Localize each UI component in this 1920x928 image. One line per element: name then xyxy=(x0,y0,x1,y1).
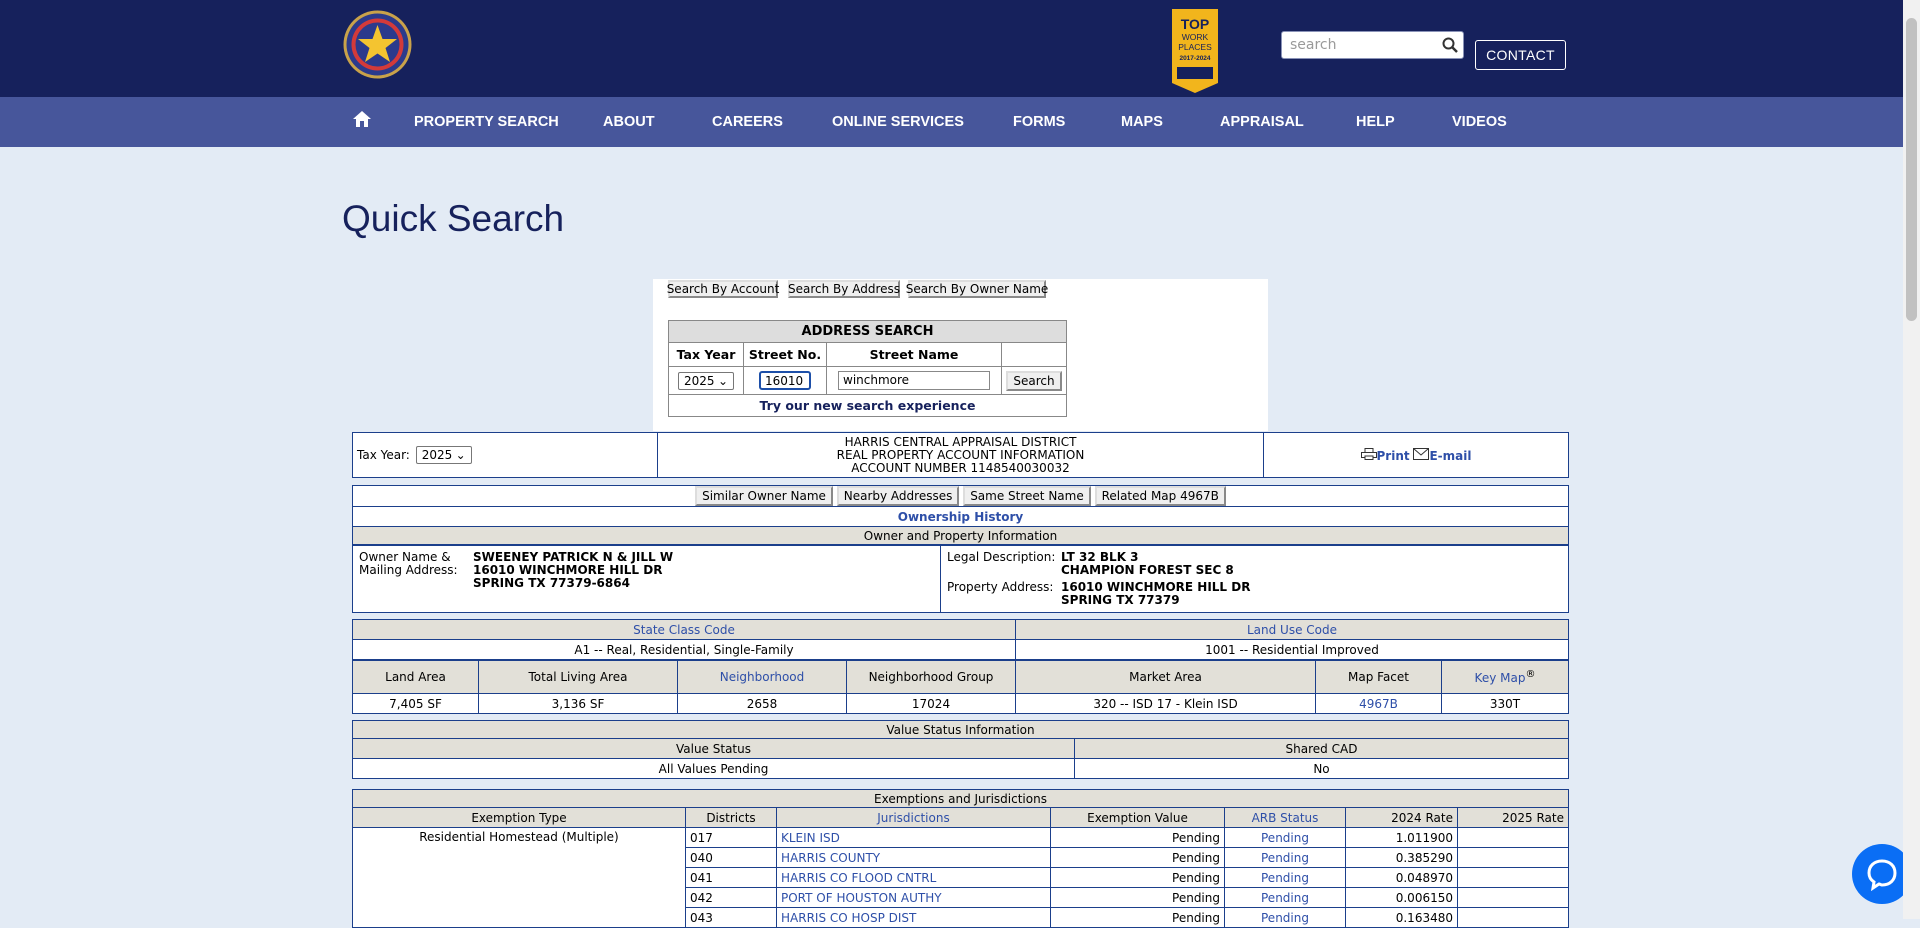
exemption-value: Pending xyxy=(1051,828,1225,848)
nav-online-services[interactable]: ONLINE SERVICES xyxy=(832,114,964,130)
market-area-value: 320 -- ISD 17 - Klein ISD xyxy=(1016,694,1316,714)
arb-status-link[interactable]: Pending xyxy=(1225,868,1346,888)
col-districts: Districts xyxy=(686,808,777,828)
page-scrollbar[interactable] xyxy=(1903,0,1920,919)
district-code: 041 xyxy=(686,868,777,888)
ownership-history-link[interactable]: Ownership History xyxy=(353,507,1569,527)
new-search-experience-link[interactable]: Try our new search experience xyxy=(669,395,1067,417)
print-link[interactable]: Print xyxy=(1376,448,1410,463)
state-class-code-link[interactable]: State Class Code xyxy=(353,620,1016,640)
hcad-seal-logo[interactable] xyxy=(342,9,413,80)
shared-cad-value: No xyxy=(1075,759,1569,779)
legal-info-cell xyxy=(941,546,1569,613)
address-search-title: ADDRESS SEARCH xyxy=(669,321,1067,343)
record-tax-year-label: Tax Year: xyxy=(357,448,410,462)
street-no-input[interactable]: 16010 xyxy=(759,371,811,390)
account-heading xyxy=(658,433,1264,478)
tax-year-value: 2025 xyxy=(684,373,715,388)
jurisdiction-link[interactable]: HARRIS CO HOSP DIST xyxy=(777,908,1051,928)
district-code: 043 xyxy=(686,908,777,928)
search-by-owner-name-button[interactable]: Search By Owner Name xyxy=(905,282,1049,296)
col-land-area: Land Area xyxy=(353,661,479,694)
same-street-name-button[interactable]: Same Street Name xyxy=(963,486,1091,506)
rate-2025 xyxy=(1458,848,1569,868)
site-search-input[interactable] xyxy=(1288,35,1434,55)
similar-owner-name-button[interactable]: Similar Owner Name xyxy=(695,486,833,506)
badge-work: WORK xyxy=(1181,32,1209,42)
address-search-button[interactable]: Search xyxy=(1006,371,1061,391)
owner-name: SWEENEY PATRICK N & JILL W xyxy=(473,550,674,564)
table-row xyxy=(353,828,1569,848)
site-header xyxy=(0,0,1920,97)
jurisdiction-link[interactable]: HARRIS COUNTY xyxy=(777,848,1051,868)
value-status-value: All Values Pending xyxy=(353,759,1075,779)
property-address-label: Property Address: xyxy=(947,580,1054,594)
owner-label-line2: Mailing Address: xyxy=(359,563,458,577)
nearby-addresses-button[interactable]: Nearby Addresses xyxy=(837,486,960,506)
search-by-address-button[interactable]: Search By Address xyxy=(788,282,900,296)
col-neighborhood-group: Neighborhood Group xyxy=(847,661,1016,694)
exemption-value: Pending xyxy=(1051,888,1225,908)
land-area-value: 7,405 SF xyxy=(353,694,479,714)
owner-street: 16010 WINCHMORE HILL DR xyxy=(473,563,663,577)
col-key-map: Key Map® xyxy=(1442,661,1569,694)
arb-status-link[interactable]: Pending xyxy=(1225,848,1346,868)
badge-top: TOP xyxy=(1180,16,1210,32)
rate-2024: 0.048970 xyxy=(1346,868,1458,888)
address-search-panel xyxy=(653,279,1268,431)
property-address-line2: SPRING TX 77379 xyxy=(1061,593,1180,607)
owner-label-line1: Owner Name & xyxy=(359,550,451,564)
top-workplaces-badge xyxy=(1172,9,1218,93)
legal-line1: LT 32 BLK 3 xyxy=(1061,550,1139,564)
owner-city: SPRING TX 77379-6864 xyxy=(473,576,630,590)
rate-2025 xyxy=(1458,828,1569,848)
street-name-input[interactable]: winchmore xyxy=(838,371,990,390)
arb-status-link[interactable]: Pending xyxy=(1225,888,1346,908)
value-status-panel xyxy=(352,720,1569,779)
jurisdiction-link[interactable]: HARRIS CO FLOOD CNTRL xyxy=(777,868,1051,888)
col-blank xyxy=(1002,343,1067,367)
key-map-link[interactable]: Key Map xyxy=(1474,671,1526,685)
property-details xyxy=(352,619,1569,714)
rate-2024: 0.385290 xyxy=(1346,848,1458,868)
living-area-value: 3,136 SF xyxy=(479,694,678,714)
nav-about[interactable]: ABOUT xyxy=(603,114,655,130)
district-code: 042 xyxy=(686,888,777,908)
nav-videos[interactable]: VIDEOS xyxy=(1452,114,1507,130)
exemption-type-value: Residential Homestead (Multiple) xyxy=(353,828,686,928)
shared-cad-header: Shared CAD xyxy=(1075,739,1569,759)
nav-help[interactable]: HELP xyxy=(1356,114,1395,130)
exemption-value: Pending xyxy=(1051,848,1225,868)
col-map-facet: Map Facet xyxy=(1316,661,1442,694)
badge-places: PLACES xyxy=(1178,42,1212,52)
neighborhood-value: 2658 xyxy=(678,694,847,714)
col-total-living-area: Total Living Area xyxy=(479,661,678,694)
main-nav xyxy=(0,97,1920,147)
col-2024-rate: 2024 Rate xyxy=(1346,808,1458,828)
nav-property-search[interactable]: PROPERTY SEARCH xyxy=(414,114,559,130)
district-code: 017 xyxy=(686,828,777,848)
rate-2024: 1.011900 xyxy=(1346,828,1458,848)
home-icon[interactable] xyxy=(352,109,372,129)
related-map-button[interactable]: Related Map 4967B xyxy=(1095,486,1226,506)
value-status-header: Value Status xyxy=(353,739,1075,759)
land-use-value: 1001 -- Residential Improved xyxy=(1016,640,1569,660)
account-subtitle: REAL PROPERTY ACCOUNT INFORMATION xyxy=(836,447,1085,462)
jurisdiction-link[interactable]: KLEIN ISD xyxy=(777,828,1051,848)
rate-2024: 0.006150 xyxy=(1346,888,1458,908)
email-link[interactable]: E-mail xyxy=(1429,448,1472,463)
rate-2025 xyxy=(1458,908,1569,928)
col-2025-rate: 2025 Rate xyxy=(1458,808,1569,828)
search-by-account-button[interactable]: Search By Account xyxy=(666,282,780,296)
col-tax-year: Tax Year xyxy=(669,343,744,367)
exemption-value: Pending xyxy=(1051,868,1225,888)
legal-line2: CHAMPION FOREST SEC 8 xyxy=(1061,563,1234,577)
scrollbar-thumb[interactable] xyxy=(1906,18,1917,321)
print-email-cell xyxy=(1264,433,1569,478)
col-market-area: Market Area xyxy=(1016,661,1316,694)
land-use-code-link[interactable]: Land Use Code xyxy=(1016,620,1569,640)
site-search-box xyxy=(1281,31,1464,59)
rate-2025 xyxy=(1458,868,1569,888)
legal-label: Legal Description: xyxy=(947,550,1056,564)
district-name: HARRIS CENTRAL APPRAISAL DISTRICT xyxy=(844,434,1077,449)
district-code: 040 xyxy=(686,848,777,868)
record-tax-year-select[interactable] xyxy=(416,446,472,464)
state-class-value: A1 -- Real, Residential, Single-Family xyxy=(353,640,1016,660)
record-tax-year-cell xyxy=(353,433,658,478)
col-exemption-type: Exemption Type xyxy=(353,808,686,828)
action-buttons-cell xyxy=(353,486,1569,507)
nav-maps[interactable]: MAPS xyxy=(1121,114,1163,130)
printer-icon xyxy=(1361,448,1377,460)
search-icon[interactable] xyxy=(1441,36,1459,54)
rate-2025 xyxy=(1458,888,1569,908)
owner-section-title: Owner and Property Information xyxy=(353,527,1569,545)
col-arb-status-link[interactable]: ARB Status xyxy=(1225,808,1346,828)
related-actions xyxy=(352,485,1569,613)
map-facet-link[interactable]: 4967B xyxy=(1316,694,1442,714)
nav-forms[interactable]: FORMS xyxy=(1013,114,1066,130)
nav-appraisal[interactable]: APPRAISAL xyxy=(1220,114,1304,130)
address-search-form xyxy=(668,320,1067,417)
contact-button[interactable]: CONTACT xyxy=(1475,40,1566,70)
col-street-name: Street Name xyxy=(827,343,1002,367)
tax-year-select[interactable] xyxy=(678,372,734,390)
value-status-title: Value Status Information xyxy=(353,721,1569,739)
owner-info-cell xyxy=(353,546,941,613)
arb-status-link[interactable]: Pending xyxy=(1225,828,1346,848)
col-jurisdictions-link[interactable]: Jurisdictions xyxy=(777,808,1051,828)
rate-2024: 0.163480 xyxy=(1346,908,1458,928)
nav-careers[interactable]: CAREERS xyxy=(712,114,783,130)
email-icon xyxy=(1413,448,1429,460)
jurisdiction-link[interactable]: PORT OF HOUSTON AUTHY xyxy=(777,888,1051,908)
page-title: Quick Search xyxy=(342,198,565,239)
account-number: ACCOUNT NUMBER 1148540030032 xyxy=(851,460,1070,475)
chevron-down-icon: ⌄ xyxy=(455,448,466,462)
account-info-panel xyxy=(352,432,1569,478)
badge-years: 2017-2024 xyxy=(1179,55,1211,62)
key-map-value: 330T xyxy=(1442,694,1569,714)
arb-status-link[interactable]: Pending xyxy=(1225,908,1346,928)
exemptions-panel xyxy=(352,789,1569,928)
property-address-line1: 16010 WINCHMORE HILL DR xyxy=(1061,580,1251,594)
chevron-down-icon: ⌄ xyxy=(717,373,728,388)
record-tax-year-value: 2025 xyxy=(421,448,453,462)
col-street-no: Street No. xyxy=(744,343,827,367)
neighborhood-group-value: 17024 xyxy=(847,694,1016,714)
exemption-value: Pending xyxy=(1051,908,1225,928)
chat-bubble-icon xyxy=(1865,857,1899,891)
exemptions-title: Exemptions and Jurisdictions xyxy=(353,790,1569,808)
col-exemption-value: Exemption Value xyxy=(1051,808,1225,828)
col-neighborhood-link[interactable]: Neighborhood xyxy=(678,661,847,694)
